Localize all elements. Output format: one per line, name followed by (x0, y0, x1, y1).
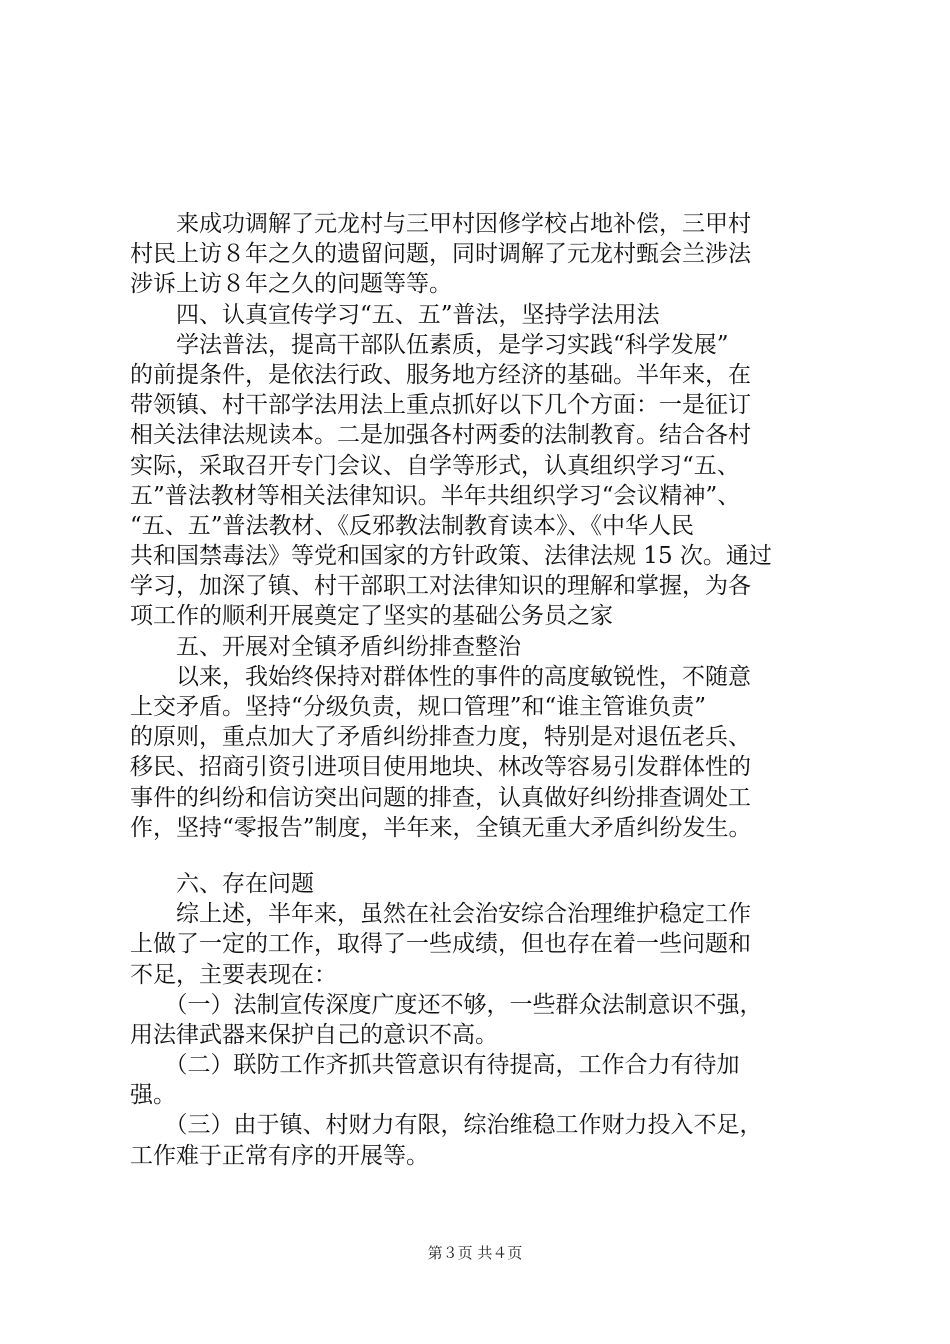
section-heading: 四、认真宣传学习“五、五”普法，坚持学法用法 (130, 301, 660, 328)
text-line: 村民上访８年之久的遗留问题，同时调解了元龙村甄会兰涉法 (130, 241, 751, 268)
text-line: 上做了一定的工作，取得了一些成绩，但也存在着一些问题和 (130, 931, 751, 958)
section-heading: 五、开展对全镇矛盾纠纷排查整治 (130, 633, 521, 660)
text-line: （二）联防工作齐抓共管意识有待提高，工作合力有待加 (130, 1052, 740, 1079)
text-line: “五、五”普法教材、《反邪教法制教育读本》、《中华人民 (130, 512, 695, 539)
text-line: 的原则，重点加大了矛盾纠纷排查力度，特别是对退伍老兵、 (130, 724, 751, 751)
text-line: （三）由于镇、村财力有限，综治维稳工作财力投入不足， (130, 1112, 763, 1139)
text-line: 综上述，半年来，虽然在社会治安综合治理维护稳定工作 (130, 901, 751, 928)
text-line: 移民、招商引资引进项目使用地块、林改等容易引发群体性的 (130, 754, 751, 781)
paragraph-gap (130, 843, 850, 869)
text-line: 工作难于正常有序的开展等。 (130, 1142, 429, 1169)
text-line: 相关法律法规读本。二是加强各村两委的法制教育。结合各村 (130, 422, 751, 449)
text-line: 五”普法教材等相关法律知识。半年共组织学习“会议精神”、 (130, 482, 741, 509)
text-line: 学法普法，提高干部队伍素质，是学习实践“科学发展” (130, 331, 729, 358)
page-number-footer: 第３页 共４页 (427, 1244, 523, 1262)
text-line: 带领镇、村干部学法用法上重点抓好以下几个方面：一是征订 (130, 392, 751, 419)
text-line: 不足，主要表现在： (130, 961, 337, 988)
text-line: 项工作的顺利开展奠定了坚实的基础公务员之家 (130, 603, 613, 630)
text-line: 事件的纠纷和信访突出问题的排查，认真做好纠纷排查调处工 (130, 784, 751, 811)
section-heading: 六、存在问题 (130, 870, 314, 897)
text-line: 的前提条件，是依法行政、服务地方经济的基础。半年来，在 (130, 361, 751, 388)
text-line: 强。 (130, 1082, 176, 1109)
text-line: 用法律武器来保护自己的意识不高。 (130, 1021, 498, 1048)
text-line: 共和国禁毒法》等党和国家的方针政策、法律法规 15 次。通过 (130, 543, 772, 570)
text-line: 实际，采取召开专门会议、自学等形式，认真组织学习“五、 (130, 452, 740, 479)
text-line: 以来，我始终保持对群体性的事件的高度敏锐性，不随意 (130, 663, 751, 690)
text-line: 上交矛盾。坚持“分级负责，规口管理”和“谁主管谁负责” (130, 694, 707, 720)
text-line: 来成功调解了元龙村与三甲村因修学校占地补偿，三甲村 (130, 211, 751, 237)
text-line: 涉诉上访８年之久的问题等等。 (130, 271, 452, 298)
text-line: （一）法制宣传深度广度还不够，一些群众法制意识不强， (130, 991, 763, 1018)
text-line: 作，坚持“零报告”制度，半年来，全镇无重大矛盾纠纷发生。 (130, 814, 752, 841)
document-body (130, 209, 850, 1171)
text-line: 学习，加深了镇、村干部职工对法律知识的理解和掌握，为各 (130, 573, 751, 600)
